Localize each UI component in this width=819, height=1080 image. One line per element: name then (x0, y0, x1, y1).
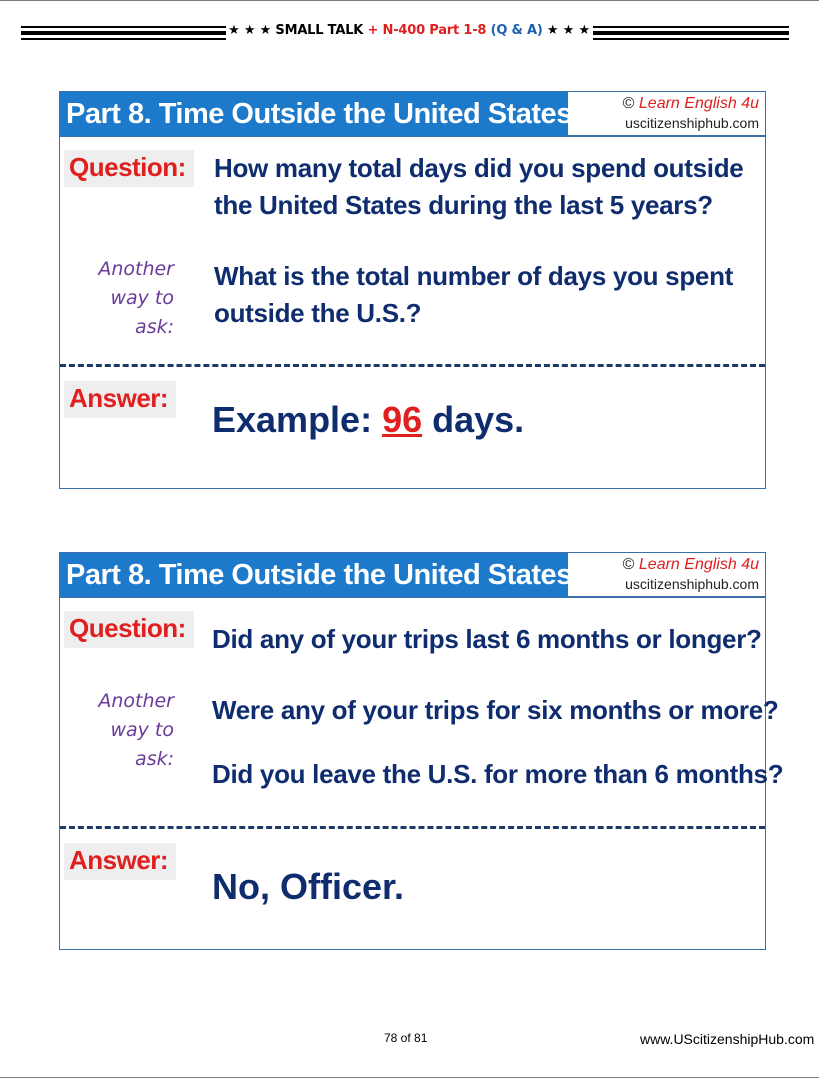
dashed-divider (60, 826, 765, 829)
header-qa: (Q & A) (490, 23, 543, 38)
credit-brand: Learn English 4u (638, 556, 759, 573)
top-border (0, 0, 819, 1)
question-text: Did any of your trips last 6 months or longer? (212, 624, 762, 654)
answer-label: Answer: (64, 381, 176, 418)
another-way-label: Another way to ask: (98, 690, 174, 770)
another-way-label: Another way to ask: (98, 258, 174, 338)
answer-number: 96 (382, 399, 423, 440)
question-label: Question: (64, 150, 194, 187)
dashed-divider (60, 364, 765, 367)
bottom-border (0, 1077, 819, 1078)
title-divider (60, 597, 765, 598)
alternate-question: What is the total number of days you spent outside the U.S.? (214, 261, 734, 328)
header-stars-right: ★ ★ ★ (546, 23, 590, 38)
header-small-talk: SMALL TALK (275, 23, 364, 38)
answer-suffix: days. (422, 399, 525, 440)
header-title (228, 23, 590, 38)
card-credit (568, 553, 765, 597)
credit-site: uscitizenshiphub.com (625, 576, 759, 592)
question-label: Question: (64, 611, 194, 648)
title-divider (60, 136, 765, 137)
page-number: 78 of 81 (384, 1031, 428, 1045)
header-rule-right (593, 26, 789, 41)
header-n400: N-400 Part 1-8 (382, 23, 487, 38)
qa-card (59, 552, 784, 950)
alternate-question: Did you leave the U.S. for more than 6 months? (212, 759, 784, 789)
footer-url: www.UScitizenshipHub.com (640, 1031, 815, 1047)
header-stars-left: ★ ★ ★ (228, 23, 272, 38)
page-header (0, 20, 819, 50)
answer-prefix: Example: (212, 399, 383, 440)
copyright-symbol: © (622, 556, 635, 573)
qa-card (59, 91, 766, 489)
credit-brand: Learn English 4u (638, 95, 759, 112)
credit-site: uscitizenshiphub.com (625, 115, 759, 131)
header-rule-left (21, 26, 226, 41)
alternate-question: Were any of your trips for six months or more? (212, 695, 779, 725)
answer-label: Answer: (64, 843, 176, 880)
question-text: How many total days did you spend outside the United States during the last 5 years? (214, 153, 744, 220)
card-credit (568, 92, 765, 136)
card-title: Part 8. Time Outside the United States (60, 553, 568, 597)
header-plus: + (367, 23, 379, 38)
answer-text: No, Officer. (212, 866, 405, 907)
answer-text (212, 399, 524, 441)
card-title: Part 8. Time Outside the United States (60, 92, 568, 136)
copyright-symbol: © (622, 95, 635, 112)
